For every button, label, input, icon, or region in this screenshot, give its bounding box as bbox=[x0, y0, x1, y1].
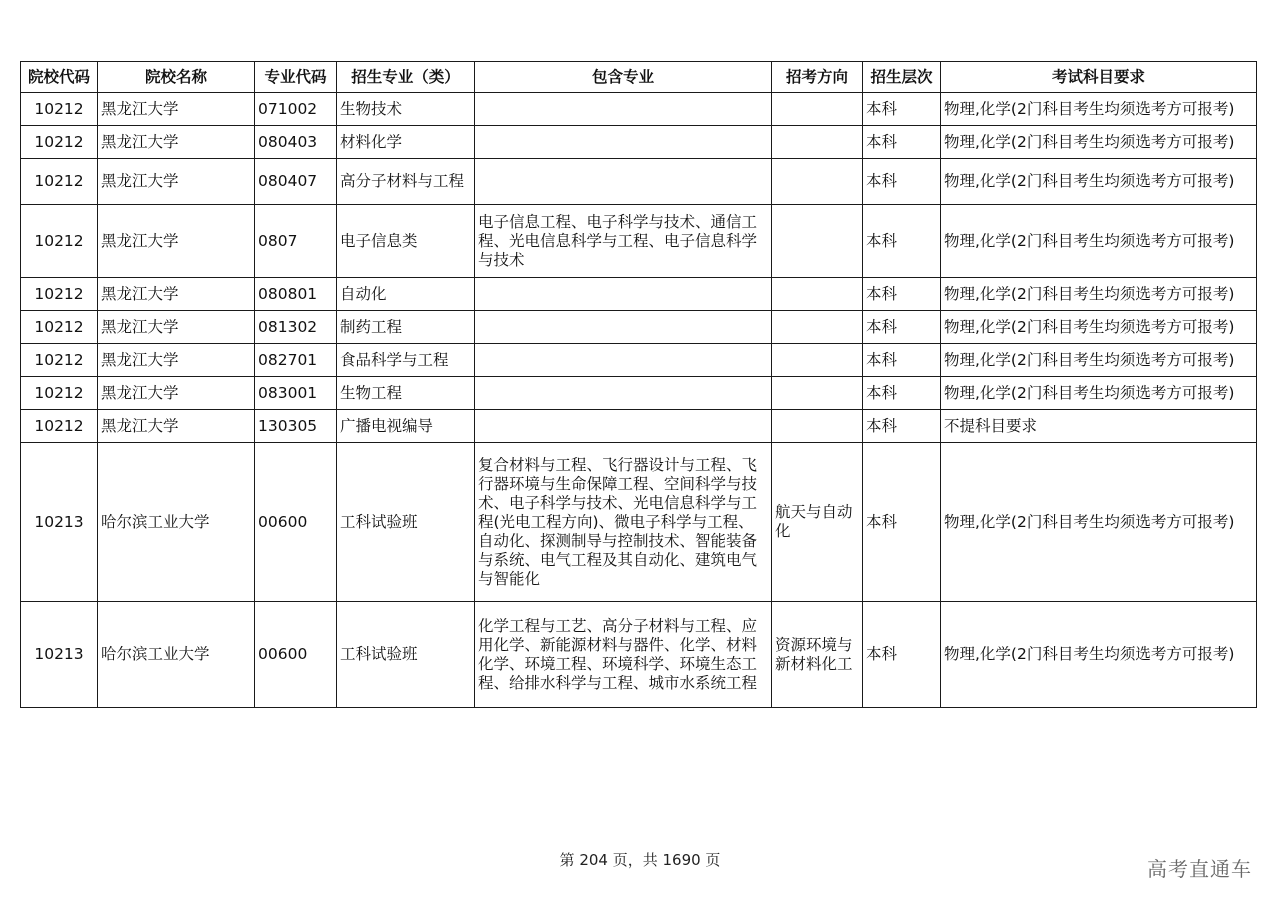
cell-major: 工科试验班 bbox=[337, 602, 475, 708]
cell-school-name: 黑龙江大学 bbox=[98, 278, 255, 311]
cell-school-code: 10213 bbox=[21, 443, 98, 602]
cell-level: 本科 bbox=[863, 311, 941, 344]
cell-direction bbox=[772, 377, 863, 410]
cell-school-name: 哈尔滨工业大学 bbox=[98, 443, 255, 602]
cell-school-name: 黑龙江大学 bbox=[98, 377, 255, 410]
table-row bbox=[21, 443, 1257, 602]
cell-direction bbox=[772, 126, 863, 159]
table-body bbox=[21, 93, 1257, 708]
cell-subject-requirement: 物理,化学(2门科目考生均须选考方可报考) bbox=[941, 278, 1257, 311]
header-school-name: 院校名称 bbox=[98, 62, 255, 93]
cell-level: 本科 bbox=[863, 602, 941, 708]
cell-included-majors: 电子信息工程、电子科学与技术、通信工程、光电信息科学与工程、电子信息科学与技术 bbox=[475, 205, 772, 278]
cell-school-name: 黑龙江大学 bbox=[98, 410, 255, 443]
cell-major-code: 082701 bbox=[255, 344, 337, 377]
cell-major: 材料化学 bbox=[337, 126, 475, 159]
cell-major-code: 071002 bbox=[255, 93, 337, 126]
cell-major: 制药工程 bbox=[337, 311, 475, 344]
cell-major-code: 083001 bbox=[255, 377, 337, 410]
cell-level: 本科 bbox=[863, 443, 941, 602]
cell-level: 本科 bbox=[863, 377, 941, 410]
cell-subject-requirement: 物理,化学(2门科目考生均须选考方可报考) bbox=[941, 311, 1257, 344]
cell-included-majors bbox=[475, 126, 772, 159]
cell-school-code: 10212 bbox=[21, 344, 98, 377]
table-row bbox=[21, 602, 1257, 708]
cell-school-code: 10212 bbox=[21, 410, 98, 443]
cell-major: 食品科学与工程 bbox=[337, 344, 475, 377]
cell-major-code: 081302 bbox=[255, 311, 337, 344]
cell-major-code: 00600 bbox=[255, 602, 337, 708]
cell-major-code: 080407 bbox=[255, 159, 337, 205]
cell-major: 生物工程 bbox=[337, 377, 475, 410]
table-row bbox=[21, 93, 1257, 126]
cell-school-name: 哈尔滨工业大学 bbox=[98, 602, 255, 708]
cell-major-code: 080801 bbox=[255, 278, 337, 311]
cell-major: 广播电视编导 bbox=[337, 410, 475, 443]
cell-direction bbox=[772, 278, 863, 311]
cell-school-name: 黑龙江大学 bbox=[98, 93, 255, 126]
cell-level: 本科 bbox=[863, 126, 941, 159]
cell-school-code: 10212 bbox=[21, 278, 98, 311]
cell-school-name: 黑龙江大学 bbox=[98, 159, 255, 205]
cell-direction bbox=[772, 410, 863, 443]
header-major: 招生专业（类） bbox=[337, 62, 475, 93]
table-row bbox=[21, 126, 1257, 159]
cell-major: 电子信息类 bbox=[337, 205, 475, 278]
header-level: 招生层次 bbox=[863, 62, 941, 93]
cell-major-code: 080403 bbox=[255, 126, 337, 159]
cell-included-majors: 化学工程与工艺、高分子材料与工程、应用化学、新能源材料与器件、化学、材料化学、环境工程、环境科学、环境生态工程、给排水科学与工程、城市水系统工程 bbox=[475, 602, 772, 708]
cell-direction bbox=[772, 311, 863, 344]
header-major-code: 专业代码 bbox=[255, 62, 337, 93]
cell-subject-requirement: 物理,化学(2门科目考生均须选考方可报考) bbox=[941, 344, 1257, 377]
cell-included-majors bbox=[475, 410, 772, 443]
cell-included-majors bbox=[475, 344, 772, 377]
cell-level: 本科 bbox=[863, 205, 941, 278]
table-row bbox=[21, 410, 1257, 443]
cell-school-code: 10212 bbox=[21, 159, 98, 205]
table-row bbox=[21, 311, 1257, 344]
cell-included-majors bbox=[475, 93, 772, 126]
header-direction: 招考方向 bbox=[772, 62, 863, 93]
cell-subject-requirement: 不提科目要求 bbox=[941, 410, 1257, 443]
cell-direction bbox=[772, 344, 863, 377]
cell-subject-requirement: 物理,化学(2门科目考生均须选考方可报考) bbox=[941, 93, 1257, 126]
cell-direction bbox=[772, 205, 863, 278]
watermark-text: 高考直通车 bbox=[1147, 857, 1252, 881]
cell-major: 工科试验班 bbox=[337, 443, 475, 602]
cell-school-code: 10213 bbox=[21, 602, 98, 708]
table-row bbox=[21, 377, 1257, 410]
cell-school-code: 10212 bbox=[21, 377, 98, 410]
header-school-code: 院校代码 bbox=[21, 62, 98, 93]
cell-level: 本科 bbox=[863, 159, 941, 205]
cell-school-code: 10212 bbox=[21, 93, 98, 126]
cell-subject-requirement: 物理,化学(2门科目考生均须选考方可报考) bbox=[941, 602, 1257, 708]
table-row bbox=[21, 344, 1257, 377]
cell-subject-requirement: 物理,化学(2门科目考生均须选考方可报考) bbox=[941, 205, 1257, 278]
cell-included-majors bbox=[475, 377, 772, 410]
cell-major-code: 0807 bbox=[255, 205, 337, 278]
table-row bbox=[21, 205, 1257, 278]
cell-level: 本科 bbox=[863, 278, 941, 311]
admission-table bbox=[20, 61, 1257, 708]
cell-included-majors bbox=[475, 278, 772, 311]
page-number: 第 204 页，共 1690 页 bbox=[559, 851, 721, 869]
header-row bbox=[21, 62, 1257, 93]
cell-subject-requirement: 物理,化学(2门科目考生均须选考方可报考) bbox=[941, 443, 1257, 602]
cell-included-majors bbox=[475, 311, 772, 344]
cell-school-name: 黑龙江大学 bbox=[98, 205, 255, 278]
cell-included-majors: 复合材料与工程、飞行器设计与工程、飞行器环境与生命保障工程、空间科学与技术、电子科学与技术、光电信息科学与工程(光电工程方向)、微电子科学与工程、自动化、探测制导与控制技术、智能装备与系统、电气工程及其自动化、建筑电气与智能化 bbox=[475, 443, 772, 602]
cell-level: 本科 bbox=[863, 93, 941, 126]
cell-direction: 航天与自动化 bbox=[772, 443, 863, 602]
cell-direction bbox=[772, 93, 863, 126]
cell-school-name: 黑龙江大学 bbox=[98, 126, 255, 159]
cell-subject-requirement: 物理,化学(2门科目考生均须选考方可报考) bbox=[941, 126, 1257, 159]
cell-subject-requirement: 物理,化学(2门科目考生均须选考方可报考) bbox=[941, 377, 1257, 410]
cell-subject-requirement: 物理,化学(2门科目考生均须选考方可报考) bbox=[941, 159, 1257, 205]
cell-major-code: 130305 bbox=[255, 410, 337, 443]
cell-level: 本科 bbox=[863, 344, 941, 377]
cell-school-name: 黑龙江大学 bbox=[98, 344, 255, 377]
cell-level: 本科 bbox=[863, 410, 941, 443]
cell-direction: 资源环境与新材料化工 bbox=[772, 602, 863, 708]
cell-major: 高分子材料与工程 bbox=[337, 159, 475, 205]
table-row bbox=[21, 278, 1257, 311]
header-subject-requirement: 考试科目要求 bbox=[941, 62, 1257, 93]
cell-school-name: 黑龙江大学 bbox=[98, 311, 255, 344]
cell-school-code: 10212 bbox=[21, 205, 98, 278]
cell-major: 生物技术 bbox=[337, 93, 475, 126]
header-included-majors: 包含专业 bbox=[475, 62, 772, 93]
cell-included-majors bbox=[475, 159, 772, 205]
cell-major: 自动化 bbox=[337, 278, 475, 311]
cell-school-code: 10212 bbox=[21, 311, 98, 344]
table-row bbox=[21, 159, 1257, 205]
cell-school-code: 10212 bbox=[21, 126, 98, 159]
cell-direction bbox=[772, 159, 863, 205]
cell-major-code: 00600 bbox=[255, 443, 337, 602]
